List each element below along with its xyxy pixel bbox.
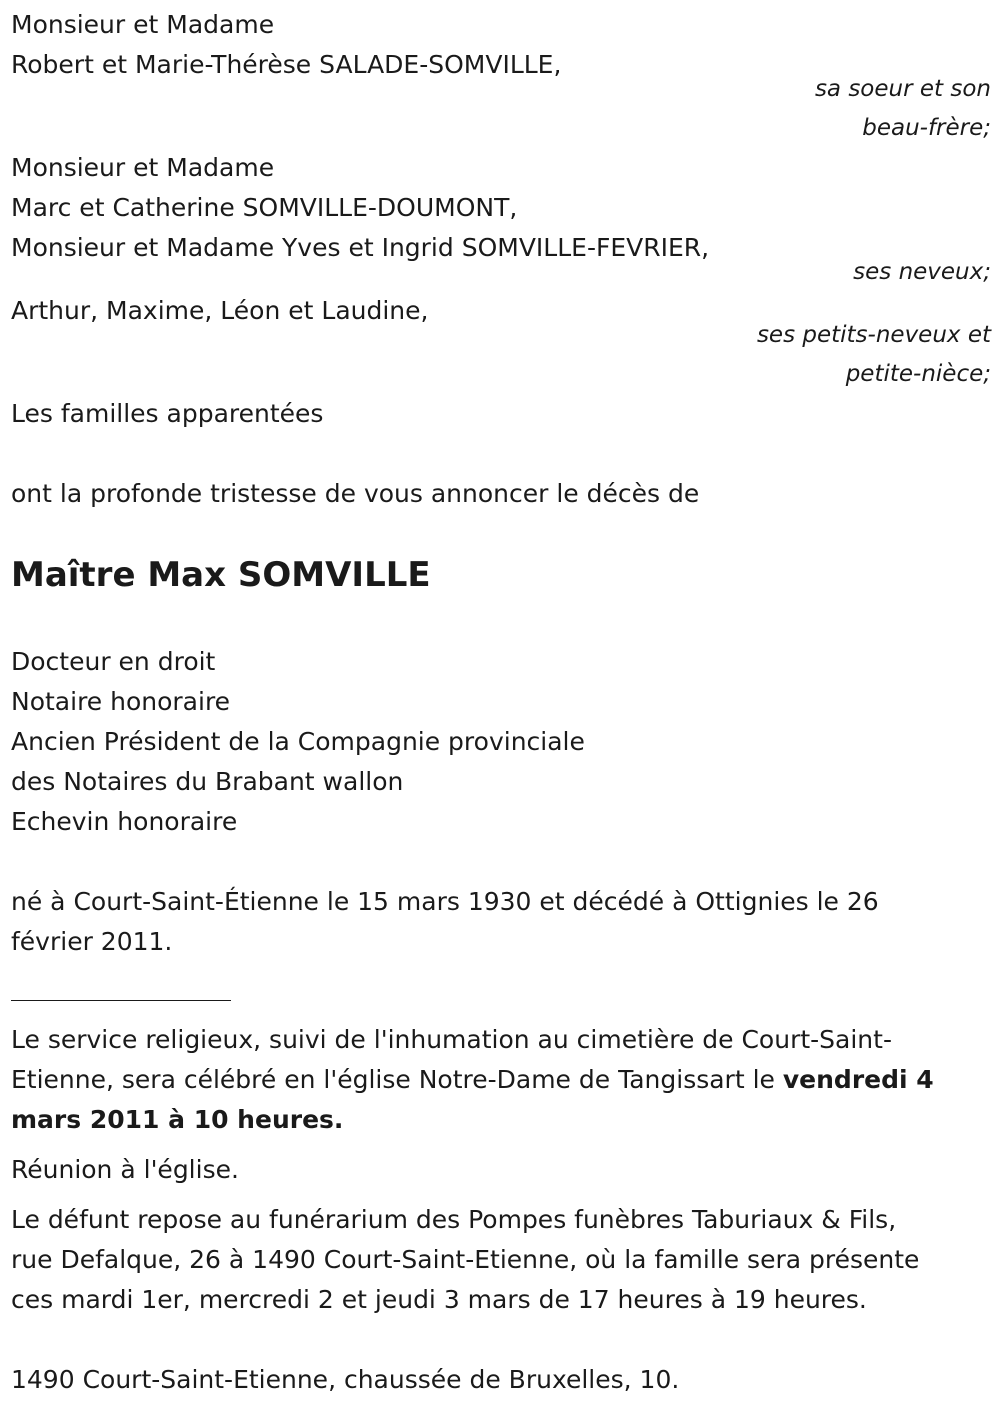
announcement: ont la profonde tristesse de vous annoncer le décès de xyxy=(11,479,700,508)
relation-brother-in-law: beau-frère; xyxy=(862,115,991,141)
relation-grand-nephews: ses petits-neveux et xyxy=(756,322,991,348)
family-line-7: Les familles apparentées xyxy=(11,399,324,428)
service-line-1: Le service religieux, suivi de l'inhumation au cimetière de Court-Saint- xyxy=(11,1025,892,1054)
relation-nephews: ses neveux; xyxy=(853,259,991,285)
family-line-6: Arthur, Maxime, Léon et Laudine, xyxy=(11,296,429,325)
title-line: Ancien Président de la Compagnie provinciale xyxy=(11,727,585,756)
separator-rule xyxy=(11,1000,231,1001)
service-line-2-text: Etienne, sera célébré en l'église Notre-Dame de Tangissart le xyxy=(11,1065,783,1094)
title-line: Echevin honoraire xyxy=(11,807,238,836)
service-line-2 xyxy=(11,1060,934,1100)
title-line: des Notaires du Brabant wallon xyxy=(11,767,404,796)
relation-sister: sa soeur et son xyxy=(814,76,991,102)
funerarium-line-1: Le défunt repose au funérarium des Pompes funèbres Taburiaux & Fils, xyxy=(11,1205,897,1234)
reunion-line: Réunion à l'église. xyxy=(11,1155,239,1184)
funerarium-line-2: rue Defalque, 26 à 1490 Court-Saint-Etienne, où la famille sera présente xyxy=(11,1245,920,1274)
family-line-1: Monsieur et Madame xyxy=(11,10,275,39)
funerarium-line-3: ces mardi 1er, mercredi 2 et jeudi 3 mars de 17 heures à 19 heures. xyxy=(11,1285,867,1314)
title-line: Docteur en droit xyxy=(11,647,216,676)
family-line-4: Marc et Catherine SOMVILLE-DOUMONT, xyxy=(11,193,518,222)
title-line: Notaire honoraire xyxy=(11,687,231,716)
address-line: 1490 Court-Saint-Etienne, chaussée de Bruxelles, 10. xyxy=(11,1365,680,1394)
deceased-name: Maître Max SOMVILLE xyxy=(11,555,431,595)
family-line-2: Robert et Marie-Thérèse SALADE-SOMVILLE, xyxy=(11,50,562,79)
birth-death-line-1: né à Court-Saint-Étienne le 15 mars 1930 et décédé à Ottignies le 26 xyxy=(11,887,879,916)
family-line-3: Monsieur et Madame xyxy=(11,153,275,182)
family-line-5: Monsieur et Madame Yves et Ingrid SOMVILLE-FEVRIER, xyxy=(11,233,710,262)
service-time-bold: mars 2011 à 10 heures. xyxy=(11,1105,344,1134)
relation-grand-niece: petite-nièce; xyxy=(845,361,991,387)
service-date-bold: vendredi 4 xyxy=(782,1065,934,1094)
birth-death-line-2: février 2011. xyxy=(11,927,173,956)
